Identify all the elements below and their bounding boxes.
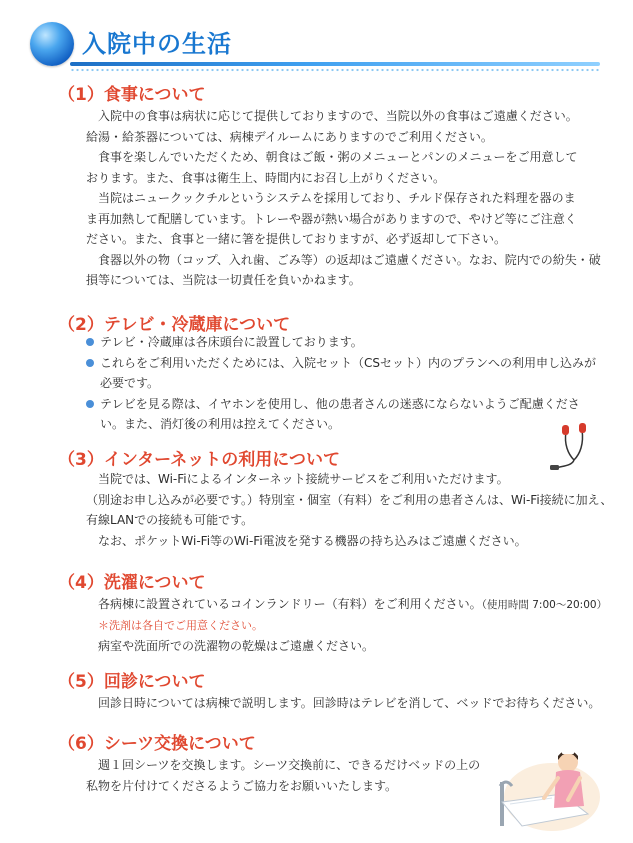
nurse-changing-sheets-illustration	[492, 742, 602, 832]
section-body-laundry	[98, 594, 608, 657]
section-title-meals: （1）食事について	[58, 85, 206, 105]
list-item	[86, 353, 596, 394]
sheets-line: 私物を片付けてくださるようご協力をお願いいたします。	[86, 778, 398, 793]
internet-line: なお、ポケットWi-Fi等のWi-Fi電波を発する機器の持ち込みはご遠慮ください。	[98, 533, 527, 548]
internet-line: 有線LANでの接続も可能です。	[86, 513, 254, 527]
tv-line: テレビを見る際は、イヤホンを使用し、他の患者さんの迷惑にならないようご配慮くださ	[100, 396, 580, 411]
tv-line: これらをご利用いただくためには、入院セット（CSセット）内のプランへの利用申し込みが	[100, 355, 596, 370]
meals-line: 食器以外の物（コップ、入れ歯、ごみ等）の返却はご遠慮ください。なお、院内での紛失・破	[98, 252, 601, 267]
meals-line: 食事を楽しんでいただくため、朝食はご飯・粥のメニューとパンのメニューをご用意して	[98, 150, 578, 164]
earphones-icon	[548, 422, 598, 474]
bullet-icon	[86, 359, 94, 367]
meals-line: ま再加熱して配膳しています。トレーや器が熱い場合がありますので、やけど等にご注意く	[86, 211, 577, 226]
tv-line: い。また、消灯後の利用は控えてください。	[100, 417, 341, 431]
tv-line: 必要です。	[100, 376, 160, 390]
header-rule	[70, 62, 600, 66]
section-body-internet	[86, 469, 613, 551]
meals-line: ださい。また、食事と一緒に箸を提供しておりますが、必ず返却して下さい。	[86, 232, 507, 246]
meals-line: 入院中の食事は病状に応じて提供しておりますので、当院以外の食事はご遠慮ください。	[98, 109, 578, 123]
laundry-line: 病室や洗面所での洗濯物の乾燥はご遠慮ください。	[98, 639, 375, 653]
header-dots	[70, 68, 600, 72]
list-item	[86, 332, 596, 353]
header-ball-icon	[30, 22, 74, 66]
meals-line: 当院はニュークックチルというシステムを採用しており、チルド保存された料理を器のま	[98, 191, 576, 205]
section-title-laundry: （4）洗濯について	[58, 573, 206, 593]
page-title: 入院中の生活	[82, 30, 232, 58]
laundry-hours: （使用時間 7:00〜20:00）	[481, 599, 608, 611]
laundry-line	[98, 594, 608, 616]
page-header	[30, 16, 600, 72]
section-title-tv: （2）テレビ・冷蔵庫について	[58, 315, 291, 335]
internet-line: （別途お申し込みが必要です。）特別室・個室（有料）をご利用の患者さんは、Wi-Fi接続に加え、	[86, 492, 613, 507]
section-title-rounds: （5）回診について	[58, 672, 206, 692]
laundry-note: ＊洗剤は各自でご用意ください。	[98, 618, 263, 632]
section-body-rounds	[98, 693, 608, 714]
section-body-meals	[86, 106, 601, 291]
meals-line: 給湯・給茶器については、病棟デイルームにありますのでご利用ください。	[86, 129, 493, 144]
section-body-tv	[86, 332, 596, 435]
list-item	[86, 394, 596, 435]
rounds-line: 回診日時については病棟で説明します。回診時はテレビを消して、ベッドでお待ちください。	[98, 696, 601, 710]
section-title-sheets: （6）シーツ交換について	[58, 734, 256, 754]
laundry-text: 各病棟に設置されているコインランドリー（有料）をご利用ください。	[98, 597, 482, 611]
meals-line: 損等については、当院は一切責任を負いかねます。	[86, 273, 361, 287]
section-title-internet: （3）インターネットの利用について	[58, 450, 340, 470]
meals-line: おります。また、食事は衛生上、時間内にお召し上がりください。	[86, 170, 446, 185]
internet-line: 当院では、Wi-Fiによるインターネット接続サービスをご利用いただけます。	[98, 472, 509, 486]
bullet-icon	[86, 338, 94, 346]
sheets-line: 週１回シーツを交換します。シーツ交換前に、できるだけベッドの上の	[98, 758, 481, 772]
tv-line: テレビ・冷蔵庫は各床頭台に設置しております。	[100, 335, 363, 349]
bullet-icon	[86, 400, 94, 408]
